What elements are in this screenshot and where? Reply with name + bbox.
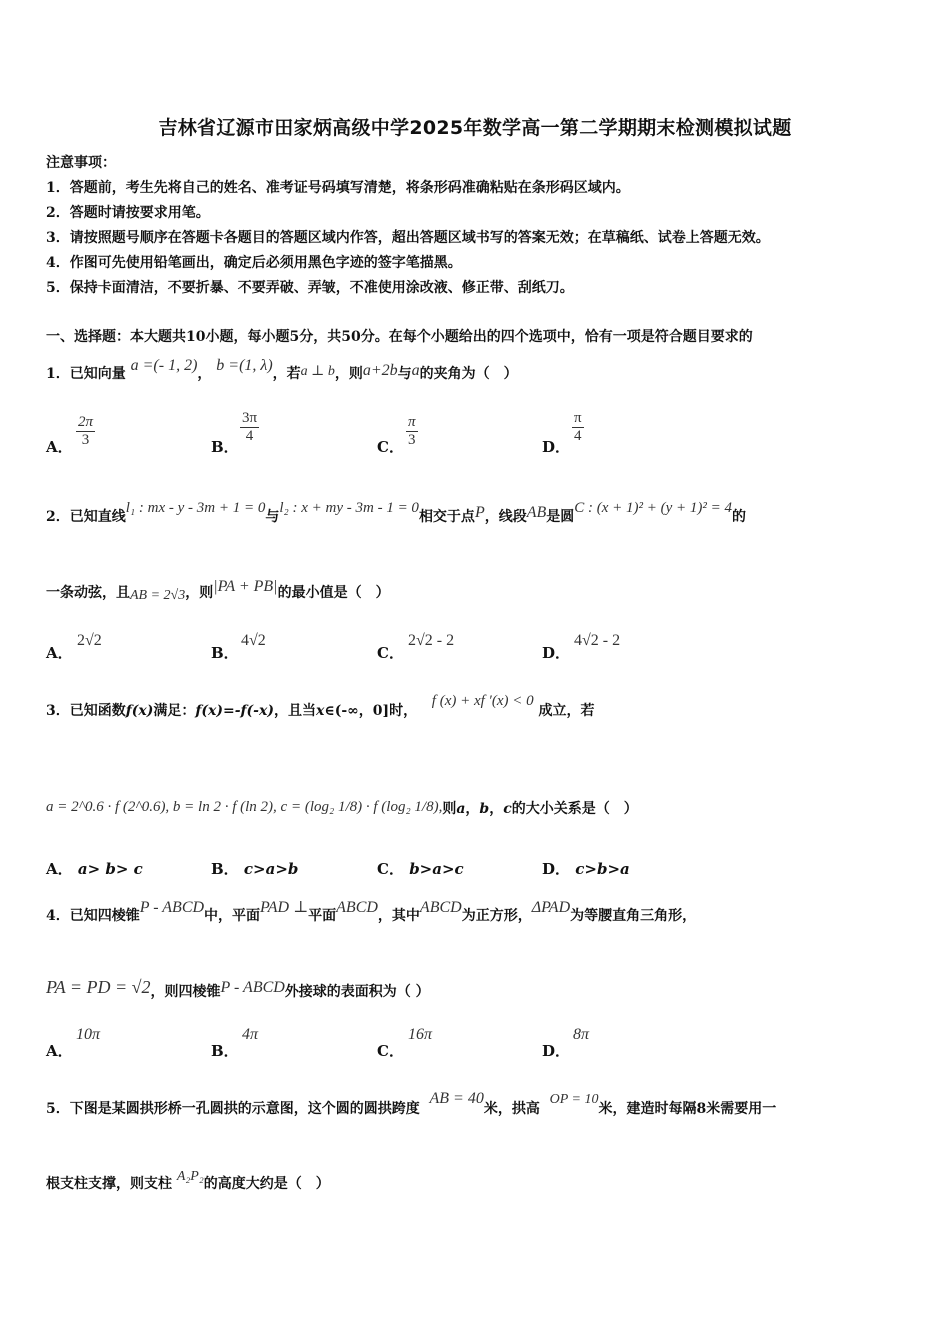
option-label: C．	[377, 438, 404, 456]
option-c	[377, 858, 464, 879]
option-d: D．	[542, 1042, 571, 1060]
text: 已知四棱锥	[69, 908, 140, 924]
question-5	[46, 1090, 777, 1118]
text: 是圆	[546, 509, 575, 525]
text: 成立，若	[538, 703, 595, 719]
numerator: 3π	[242, 410, 258, 426]
math: a =(- 1, 2)	[130, 357, 198, 374]
option-b-value: 4√2	[241, 632, 266, 649]
text: ，线段	[484, 509, 527, 525]
option-b	[211, 858, 298, 879]
text: 根支柱支撑，则支柱	[46, 1176, 172, 1192]
text: ∈(-∞，0]时，	[324, 703, 418, 719]
math: ABCD	[336, 899, 378, 916]
text: 的大小关系是（ ）	[511, 801, 638, 817]
option-value: a> b> c	[77, 860, 143, 878]
text: ，	[465, 801, 480, 817]
math: ABCD	[419, 899, 462, 916]
math: l₁ : mx - y - 3m + 1 = 0	[125, 500, 266, 516]
option-c: C．	[377, 644, 404, 662]
option-d	[542, 436, 570, 457]
math: a = 2^0.6 · f (2^0.6), b = ln 2 · f (ln 2), c = (log₂ 1/8) · f (log₂ 1/8),	[46, 799, 443, 815]
question-number: 2．	[46, 509, 70, 525]
option-b-value: 4π	[242, 1026, 259, 1043]
question-number: 3．	[46, 703, 70, 719]
math: PA = PD = √2	[46, 977, 151, 997]
math: f (x) + xf ′(x) < 0	[431, 693, 534, 709]
math: a	[411, 362, 420, 379]
math: P - ABCD	[139, 899, 205, 916]
math: AB = 40	[429, 1090, 484, 1107]
text: 已知向量	[69, 366, 126, 382]
math: |PA + PB|	[213, 578, 278, 595]
option-c-value	[406, 414, 418, 449]
text: ，则	[185, 585, 214, 601]
denominator: 4	[574, 428, 582, 444]
text: ，	[489, 801, 504, 817]
numerator: 2π	[78, 414, 94, 430]
text: 一条动弦，且	[46, 585, 130, 601]
option-label: D．	[542, 860, 571, 878]
text: 已知直线	[69, 509, 126, 525]
option-b-value	[240, 410, 259, 445]
option-d-value: 8π	[573, 1026, 590, 1043]
question-3	[46, 693, 595, 720]
math: l₂ : x + my - 3m - 1 = 0	[279, 500, 419, 516]
question-3-line2	[46, 798, 638, 818]
text: 的最小值是（ ）	[277, 585, 390, 601]
option-c	[377, 436, 404, 457]
numerator: π	[408, 414, 416, 430]
text: 已知函数	[69, 703, 126, 719]
option-b	[211, 436, 239, 457]
question-number: 4．	[46, 908, 70, 924]
question-1	[46, 357, 518, 383]
text: 米，建造时每隔	[598, 1101, 697, 1117]
text: 与	[265, 509, 280, 525]
note-item: 2．答题时请按要求用笔。	[46, 205, 210, 221]
text: f(x)=-f(-x)	[195, 703, 274, 719]
text: ，则	[334, 366, 363, 382]
option-b: B．	[211, 1042, 239, 1060]
text: 与	[397, 366, 412, 382]
option-label: D．	[542, 438, 571, 456]
math: AB	[526, 504, 547, 521]
math: P - ABCD	[220, 979, 285, 996]
option-value: c>a>b	[243, 860, 299, 878]
text: 为正方形，	[461, 908, 532, 924]
section-heading: 一、选择题：本大题共10小题，每小题5分，共50分。在每个小题给出的四个选项中，恰有一项是符合题目要求的	[46, 329, 753, 345]
question-2	[46, 500, 747, 526]
text: 的夹角为（ ）	[419, 366, 518, 382]
text: ，则四棱锥	[150, 984, 221, 1000]
text: ，其中	[377, 908, 420, 924]
text: 的高度大约是（ ）	[203, 1176, 330, 1192]
option-d	[542, 858, 630, 879]
text: ，若	[272, 366, 301, 382]
text: a	[456, 801, 466, 817]
text: ，且当	[273, 703, 316, 719]
notes-heading: 注意事项：	[46, 155, 116, 171]
option-c: C．	[377, 1042, 404, 1060]
denominator: 3	[81, 432, 90, 448]
option-a-value	[76, 414, 95, 449]
question-2-line2	[46, 578, 390, 603]
math: AB = 2√3	[130, 588, 186, 603]
text: f(x)	[125, 703, 154, 719]
option-a-value: 10π	[76, 1026, 101, 1043]
question-4	[46, 899, 697, 925]
question-5-line2	[46, 1169, 330, 1193]
math: a+2b	[362, 362, 398, 379]
text: 外接球的表面积为（ ）	[284, 984, 430, 1000]
text: 的	[732, 509, 747, 525]
text: 米，拱高	[483, 1101, 540, 1117]
option-a	[46, 436, 73, 457]
note-item: 5．保持卡面清洁，不要折暴、不要弄破、弄皱，不准使用涂改液、修正带、刮纸刀。	[46, 280, 574, 296]
option-a-value: 2√2	[77, 632, 102, 649]
note-item: 4．作图可先使用铅笔画出，确定后必须用黑色字迹的签字笔描黑。	[46, 255, 462, 271]
option-b: B．	[211, 644, 239, 662]
question-4-line2	[46, 977, 430, 1001]
text: 为等腰直角三角形，	[570, 908, 697, 924]
text: 8	[696, 1101, 707, 1117]
math: A₂P₂	[176, 1169, 204, 1184]
text: 则	[442, 801, 457, 817]
option-label: C．	[377, 860, 404, 878]
text: 平面	[308, 908, 337, 924]
math: OP = 10	[549, 1092, 599, 1107]
numerator: π	[574, 410, 582, 426]
note-item: 3．请按照题号顺序在答题卡各题目的答题区域内作答，超出答题区域书写的答案无效；在草稿纸、试卷上答题无效。	[46, 230, 770, 246]
text: 中，平面	[204, 908, 261, 924]
option-label: A．	[46, 860, 73, 878]
option-a: A．	[46, 1042, 73, 1060]
math: C : (x + 1)² + (y + 1)² = 4	[574, 500, 733, 516]
question-number: 1．	[46, 366, 70, 382]
option-d-value: 4√2 - 2	[574, 632, 621, 649]
math: a ⊥ b	[300, 364, 335, 379]
option-a	[46, 858, 143, 879]
text: ，	[197, 366, 212, 382]
option-a: A．	[46, 644, 73, 662]
option-value: b>a>c	[409, 860, 464, 878]
math: P	[474, 504, 485, 521]
option-value: c>b>a	[575, 860, 630, 878]
text: 米需要用一	[706, 1101, 777, 1117]
page-title: 吉林省辽源市田家炳高级中学2025年数学高一第二学期期末检测模拟试题	[158, 117, 792, 139]
text: x	[315, 703, 325, 719]
question-number: 5．	[46, 1101, 70, 1117]
text: 满足：	[153, 703, 196, 719]
option-c-value: 2√2 - 2	[408, 632, 455, 649]
text: c	[503, 801, 512, 817]
option-c-value: 16π	[408, 1026, 433, 1043]
option-label: B．	[211, 860, 239, 878]
option-label: A．	[46, 438, 73, 456]
option-d-value	[572, 410, 584, 445]
math: b =(1, λ)	[216, 357, 273, 374]
text: 相交于点	[418, 509, 475, 525]
math: PAD ⊥	[260, 899, 309, 916]
denominator: 3	[408, 432, 416, 448]
option-label: B．	[211, 438, 239, 456]
denominator: 4	[245, 428, 254, 444]
text: 下图是某圆拱形桥一孔圆拱的示意图，这个圆的圆拱跨度	[69, 1101, 420, 1117]
math: ΔPAD	[531, 899, 571, 916]
option-d: D．	[542, 644, 571, 662]
note-item: 1．答题前，考生先将自己的姓名、准考证号码填写清楚，将条形码准确粘贴在条形码区域内。	[46, 180, 630, 196]
text: b	[479, 801, 490, 817]
